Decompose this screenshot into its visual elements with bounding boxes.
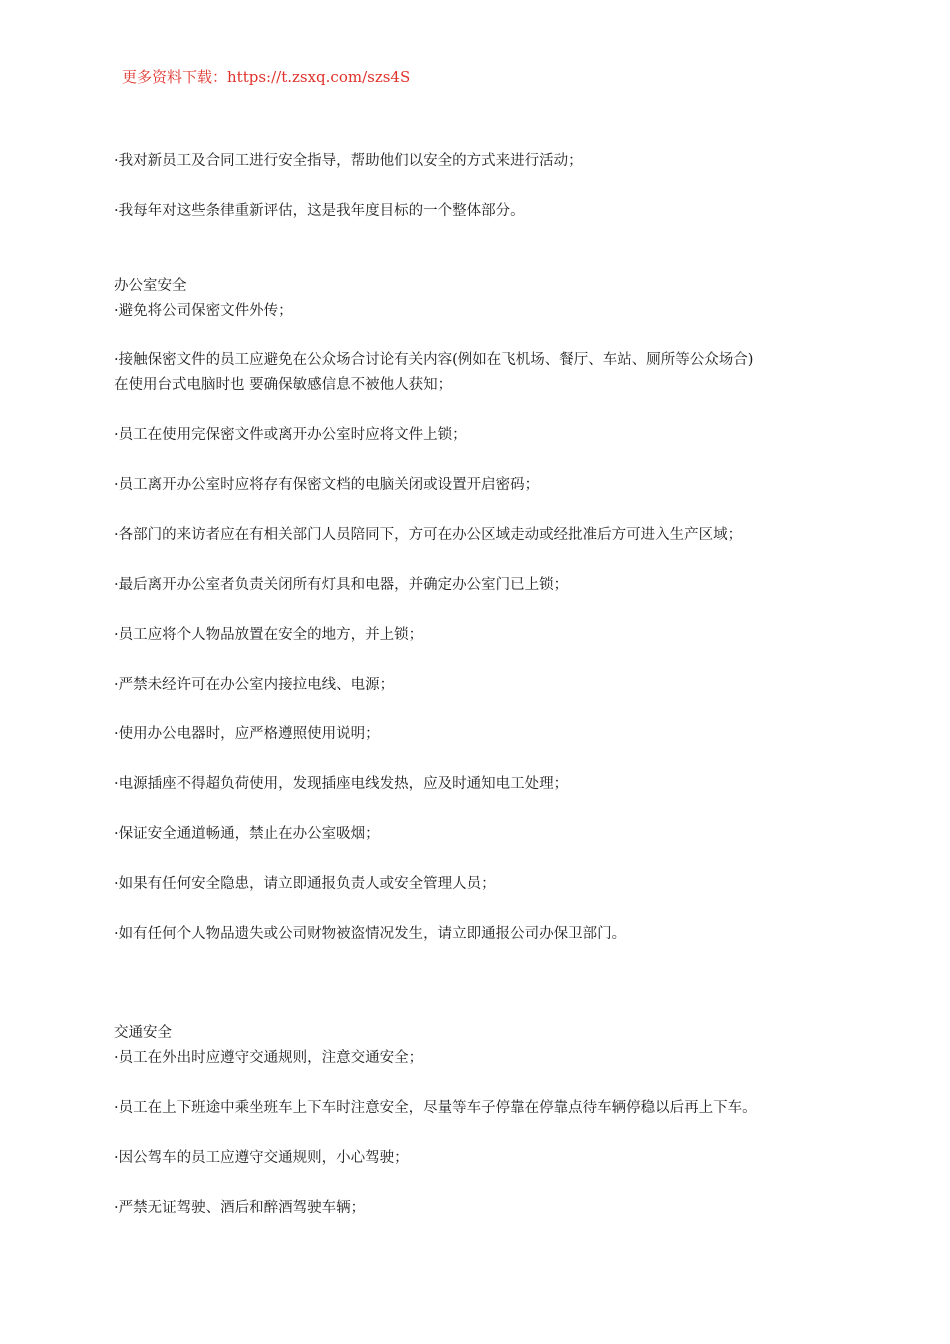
traffic-item: ·因公驾车的员工应遵守交通规则，小心驾驶；	[114, 1150, 409, 1166]
section-title-traffic: 交通安全	[114, 1025, 172, 1041]
traffic-item: ·严禁无证驾驶、酒后和醉酒驾驶车辆；	[114, 1200, 366, 1216]
intro-line-1: ·我对新员工及合同工进行安全指导，帮助他们以安全的方式来进行活动；	[114, 153, 583, 169]
intro-line-2: ·我每年对这些条律重新评估，这是我年度目标的一个整体部分。	[114, 203, 525, 219]
traffic-item: ·员工在外出时应遵守交通规则，注意交通安全；	[114, 1050, 424, 1066]
traffic-item: ·员工在上下班途中乘坐班车上下车时注意安全，尽量等车子停靠在停靠点待车辆停稳以后再上下车。	[114, 1100, 757, 1116]
office-item: ·避免将公司保密文件外传；	[114, 303, 293, 319]
office-item: ·员工在使用完保密文件或离开办公室时应将文件上锁；	[114, 427, 467, 443]
office-item: ·如有任何个人物品遗失或公司财物被盗情况发生，请立即通报公司办保卫部门。	[114, 926, 627, 942]
office-item: ·最后离开办公室者负责关闭所有灯具和电器，并确定办公室门已上锁；	[114, 577, 569, 593]
download-link-header[interactable]	[122, 66, 410, 87]
office-item: ·使用办公电器时，应严格遵照使用说明；	[114, 726, 380, 742]
office-item-continuation: 在使用台式电脑时也 要确保敏感信息不被他人获知；	[114, 377, 453, 393]
office-item: ·员工离开办公室时应将存有保密文档的电脑关闭或设置开启密码；	[114, 477, 540, 493]
office-item: ·员工应将个人物品放置在安全的地方，并上锁；	[114, 627, 424, 643]
office-item: ·保证安全通道畅通，禁止在办公室吸烟；	[114, 826, 380, 842]
download-url[interactable]: https://t.zsxq.com/szs4S	[227, 68, 411, 86]
office-item: ·如果有任何安全隐患，请立即通报负责人或安全管理人员；	[114, 876, 496, 892]
download-label: 更多资料下载：	[122, 68, 228, 86]
office-item: ·电源插座不得超负荷使用，发现插座电线发热，应及时通知电工处理；	[114, 776, 569, 792]
section-title-office: 办公室安全	[114, 278, 187, 294]
office-item: ·严禁未经许可在办公室内接拉电线、电源；	[114, 677, 395, 693]
office-item: ·各部门的来访者应在有相关部门人员陪同下，方可在办公区域走动或经批准后方可进入生产区域；	[114, 527, 743, 543]
office-item: ·接触保密文件的员工应避免在公众场合讨论有关内容(例如在飞机场、餐厅、车站、厕所等公众场合)	[114, 352, 754, 368]
